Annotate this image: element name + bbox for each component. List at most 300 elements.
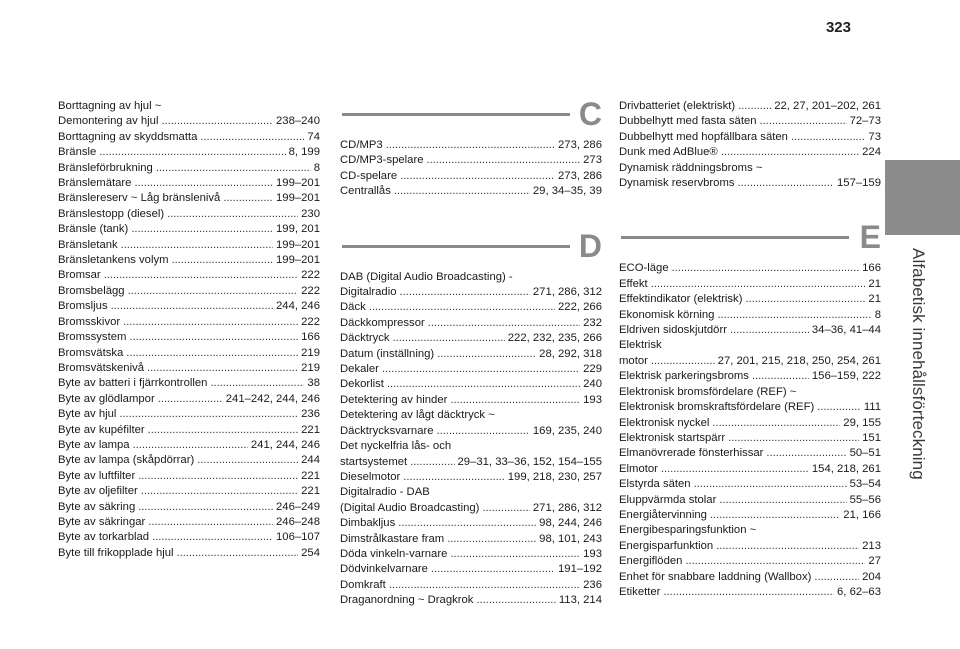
entry-text: Demontering av hjul xyxy=(58,115,159,128)
entry-text: Energisparfunktion xyxy=(619,539,714,552)
index-entry xyxy=(619,539,881,554)
entry-pages: 199–201 xyxy=(276,254,320,267)
entry-row xyxy=(58,361,320,376)
entry-pages: 29, 155 xyxy=(843,416,881,429)
entry-text: Digitalradio xyxy=(340,286,397,299)
index-entry xyxy=(58,500,320,515)
entry-pages: 106–107 xyxy=(276,531,320,544)
entry-pages: 21, 166 xyxy=(843,508,881,521)
index-section xyxy=(619,99,881,191)
entry-text: Bromsvätska xyxy=(58,346,124,359)
dot-leader xyxy=(200,130,304,145)
page-number: 323 xyxy=(825,19,851,36)
entry-text: Effektindikator (elektrisk) xyxy=(619,293,743,306)
entry-text: Byte av oljefilter xyxy=(58,485,138,498)
entry-pages: 8, 199 xyxy=(288,146,320,159)
entry-row xyxy=(619,570,881,585)
entry-pages: 8 xyxy=(874,308,881,321)
entry-text: Bränsle xyxy=(58,146,97,159)
entry-pages: 169, 235, 240 xyxy=(532,424,602,437)
index-entry xyxy=(58,176,320,191)
entry-pages: 222, 232, 235, 266 xyxy=(507,332,602,345)
entry-row xyxy=(619,446,881,461)
entry-row xyxy=(340,285,602,300)
entry-row xyxy=(340,470,602,485)
entry-row xyxy=(340,547,602,562)
entry-pages: 8 xyxy=(313,161,320,174)
dot-leader xyxy=(730,323,809,338)
entry-pages: 222 xyxy=(301,269,320,282)
index-entry xyxy=(619,145,881,160)
index-entry xyxy=(58,161,320,176)
index-entry xyxy=(619,523,881,538)
entry-row xyxy=(58,161,320,176)
index-entry xyxy=(340,408,602,423)
letter-rule xyxy=(621,236,849,239)
entry-pages: 224 xyxy=(862,146,881,159)
entry-text: ECO-läge xyxy=(619,262,669,275)
entry-text: Byte av glödlampor xyxy=(58,392,155,405)
entry-text: Byte av lampa xyxy=(58,438,130,451)
entry-pages: 241–242, 244, 246 xyxy=(225,392,320,405)
entry-text: Bränsle (tank) xyxy=(58,223,129,236)
entry-text: Detektering av hinder xyxy=(340,393,448,406)
entry-pages: 236 xyxy=(301,408,320,421)
index-entry xyxy=(619,446,881,461)
dot-leader xyxy=(400,169,555,184)
index-entry xyxy=(340,393,602,408)
entry-pages: 111 xyxy=(863,401,881,414)
entry-pages: 38 xyxy=(307,377,320,390)
index-section xyxy=(340,227,602,609)
entry-text: Digitalradio - DAB xyxy=(340,486,430,499)
entry-pages: 222 xyxy=(301,284,320,297)
letter-header xyxy=(340,227,602,270)
index-entry xyxy=(58,376,320,391)
dot-leader xyxy=(752,369,809,384)
dot-leader xyxy=(661,462,809,477)
dot-leader xyxy=(721,145,859,160)
entry-row xyxy=(58,392,320,407)
dot-leader xyxy=(710,508,840,523)
dot-leader xyxy=(450,547,580,562)
entry-pages: 273, 286 xyxy=(558,169,602,182)
entry-pages: 154, 218, 261 xyxy=(811,462,881,475)
index-entry xyxy=(58,191,320,206)
entry-text: Byte av säkring xyxy=(58,500,136,513)
letter-rule xyxy=(342,245,570,248)
entry-row xyxy=(58,145,320,160)
entry-row xyxy=(340,501,602,516)
entry-text: Energibesparingsfunktion ~ xyxy=(619,524,757,537)
entry-text: Dödvinkelvarnare xyxy=(340,563,428,576)
index-entry xyxy=(340,285,602,300)
index-entry xyxy=(619,369,881,384)
entry-pages: 156–159, 222 xyxy=(811,370,881,383)
index-entry xyxy=(340,300,602,315)
entry-row xyxy=(619,508,881,523)
entry-text: motor xyxy=(619,354,648,367)
dot-leader xyxy=(437,424,530,439)
dot-leader xyxy=(389,578,580,593)
entry-text: Bränsleförbrukning xyxy=(58,161,153,174)
entry-pages: 166 xyxy=(301,331,320,344)
entry-text: Dimbakljus xyxy=(340,517,396,530)
entry-pages: 22, 27, 201–202, 261 xyxy=(774,100,881,112)
entry-text: DAB (Digital Audio Broadcasting) - xyxy=(340,270,513,283)
entry-row xyxy=(58,207,320,222)
dot-leader xyxy=(717,308,871,323)
index-entry xyxy=(58,423,320,438)
entry-row xyxy=(340,455,602,470)
entry-pages: 55–56 xyxy=(849,493,881,506)
entry-pages: 166 xyxy=(862,262,881,275)
entry-text: Dubbelhytt med hopfällbara säten xyxy=(619,130,788,143)
entry-text: Bränslemätare xyxy=(58,177,132,190)
entry-text: Enhet för snabbare laddning (Wallbox) xyxy=(619,570,812,583)
entry-text: Bromsvätskenivå xyxy=(58,361,145,374)
entry-pages: 199–201 xyxy=(276,192,320,205)
entry-row xyxy=(58,284,320,299)
entry-text: Däck xyxy=(340,301,366,314)
entry-row xyxy=(340,393,602,408)
entry-row xyxy=(58,346,320,361)
entry-row xyxy=(619,554,881,569)
entry-text: Dunk med AdBlue® xyxy=(619,146,718,159)
entry-row xyxy=(58,530,320,545)
entry-pages: 240 xyxy=(583,378,602,391)
index-entry xyxy=(340,578,602,593)
index-column-1 xyxy=(58,99,320,593)
entry-pages: 273 xyxy=(583,154,602,167)
dot-leader xyxy=(138,469,298,484)
index-entry xyxy=(58,453,320,468)
index-entry xyxy=(619,114,881,129)
entry-text: Elmotor xyxy=(619,462,658,475)
entry-row xyxy=(619,369,881,384)
entry-text: Datum (inställning) xyxy=(340,347,435,360)
dot-leader xyxy=(172,253,274,268)
entry-text: Etiketter xyxy=(619,585,661,598)
index-entry xyxy=(340,562,602,577)
index-entry xyxy=(340,439,602,454)
index-entry xyxy=(58,284,320,299)
entry-row xyxy=(619,176,881,191)
entry-text: Borttagning av skyddsmatta xyxy=(58,130,198,143)
index-entry xyxy=(58,114,320,129)
dot-leader xyxy=(814,570,859,585)
entry-text: Eluppvärmda stolar xyxy=(619,493,717,506)
entry-row xyxy=(619,431,881,446)
entry-pages: 73 xyxy=(868,130,881,143)
entry-pages: 53–54 xyxy=(849,478,881,491)
dot-leader xyxy=(766,446,846,461)
entry-row xyxy=(58,299,320,314)
dot-leader xyxy=(393,331,505,346)
entry-pages: 50–51 xyxy=(849,447,881,460)
dot-leader xyxy=(760,114,847,129)
index-entry xyxy=(619,400,881,415)
entry-row xyxy=(58,484,320,499)
dot-leader xyxy=(138,500,273,515)
entry-pages: 21 xyxy=(868,293,881,306)
entry-pages: 232 xyxy=(583,316,602,329)
entry-row xyxy=(340,184,602,199)
entry-text: Det nyckelfria lås- och xyxy=(340,440,452,453)
entry-text: Byte av lampa (skåpdörrar) xyxy=(58,454,195,467)
dot-leader xyxy=(712,416,840,431)
entry-pages: 273, 286 xyxy=(558,139,602,151)
entry-row xyxy=(58,191,320,206)
entry-text: Bromsbelägg xyxy=(58,284,125,297)
dot-leader xyxy=(450,393,580,408)
dot-leader xyxy=(382,362,580,377)
entry-text: Bränslereserv ~ Låg bränslenivå xyxy=(58,192,221,205)
section-letter: C xyxy=(578,96,602,132)
entry-text: Elstyrda säten xyxy=(619,478,691,491)
entry-row xyxy=(340,362,602,377)
entry-pages: 244, 246 xyxy=(276,300,320,313)
index-section xyxy=(340,96,602,200)
dot-leader xyxy=(148,423,298,438)
dot-leader xyxy=(126,346,298,361)
dot-leader xyxy=(152,530,273,545)
entry-row xyxy=(619,416,881,431)
dot-leader xyxy=(134,176,273,191)
index-entry xyxy=(58,207,320,222)
entry-pages: 236 xyxy=(583,578,602,591)
chapter-label: Alfabetisk innehållsförteckning xyxy=(909,248,928,480)
entry-pages: 271, 286, 312 xyxy=(532,286,602,299)
entry-row xyxy=(340,562,602,577)
entry-row xyxy=(340,153,602,168)
entry-text: Elmanövrerade fönsterhissar xyxy=(619,447,764,460)
entry-pages: 213 xyxy=(862,539,881,552)
dot-leader xyxy=(177,546,299,561)
entry-text: Eldriven sidoskjutdörr xyxy=(619,324,727,337)
entry-row xyxy=(340,138,602,153)
dot-leader xyxy=(738,99,771,114)
entry-row xyxy=(58,515,320,530)
entry-text: Bränsletank xyxy=(58,238,118,251)
dot-leader xyxy=(128,284,299,299)
dot-leader xyxy=(123,315,298,330)
dot-leader xyxy=(119,407,298,422)
entry-row xyxy=(340,516,602,531)
index-section xyxy=(619,219,881,600)
entry-text: Dekaler xyxy=(340,363,379,376)
dot-leader xyxy=(156,161,311,176)
dot-leader xyxy=(663,585,834,600)
index-entry xyxy=(58,515,320,530)
entry-row xyxy=(340,532,602,547)
index-entry xyxy=(619,277,881,292)
dot-leader xyxy=(745,292,865,307)
entry-text: Byte till frikopplade hjul xyxy=(58,546,174,559)
entry-pages: 29–31, 33–36, 152, 154–155 xyxy=(457,455,602,468)
entry-text: Bränslestopp (diesel) xyxy=(58,207,165,220)
entry-text: Dekorlist xyxy=(340,378,384,391)
index-entry xyxy=(340,316,602,331)
entry-row xyxy=(58,546,320,561)
entry-pages: 222 xyxy=(301,315,320,328)
entry-pages: 191–192 xyxy=(558,563,602,576)
entry-row xyxy=(619,261,881,276)
entry-row xyxy=(340,331,602,346)
index-entry xyxy=(340,377,602,392)
entry-text: CD-spelare xyxy=(340,169,398,182)
index-entry xyxy=(340,532,602,547)
entry-text: Döda vinkeln-varnare xyxy=(340,547,448,560)
section-letter: D xyxy=(578,227,602,264)
index-entry xyxy=(58,299,320,314)
dot-leader xyxy=(403,470,504,485)
dot-leader xyxy=(141,484,298,499)
dot-leader xyxy=(651,354,715,369)
dot-leader xyxy=(427,153,581,168)
index-entry xyxy=(340,485,602,500)
entry-row xyxy=(340,316,602,331)
index-entry xyxy=(340,470,602,485)
entry-row xyxy=(619,323,881,338)
entry-pages: 199–201 xyxy=(276,238,320,251)
entry-text: Byte av luftfilter xyxy=(58,469,136,482)
dot-leader xyxy=(431,562,555,577)
entry-pages: 157–159 xyxy=(837,177,881,190)
index-entry xyxy=(619,493,881,508)
entry-text: Elektronisk bromsfördelare (REF) ~ xyxy=(619,385,797,398)
index-entry xyxy=(58,145,320,160)
entry-row xyxy=(58,453,320,468)
index-entry xyxy=(340,593,602,608)
entry-text: Elektronisk startspärr xyxy=(619,431,726,444)
entry-text: Byte av batteri i fjärrkontrollen xyxy=(58,377,208,390)
entry-row xyxy=(619,114,881,129)
index-entry xyxy=(58,268,320,283)
entry-row xyxy=(58,268,320,283)
entry-text: Dynamisk reservbroms xyxy=(619,177,735,190)
dot-leader xyxy=(148,515,273,530)
entry-pages: 28, 292, 318 xyxy=(539,347,602,360)
index-entry xyxy=(619,416,881,431)
dot-leader xyxy=(121,238,273,253)
index-entry xyxy=(58,222,320,237)
entry-text: Däcktryck xyxy=(340,332,390,345)
index-entry xyxy=(58,546,320,561)
index-entry xyxy=(619,570,881,585)
entry-text: Dieselmotor xyxy=(340,470,401,483)
entry-row xyxy=(619,354,881,369)
dot-leader xyxy=(400,285,530,300)
index-entry xyxy=(58,484,320,499)
entry-pages: 193 xyxy=(583,393,602,406)
index-entry xyxy=(58,130,320,145)
entry-text: Drivbatteriet (elektriskt) xyxy=(619,100,736,112)
entry-pages: 193 xyxy=(583,547,602,560)
entry-row xyxy=(58,238,320,253)
entry-pages: 254 xyxy=(301,546,320,559)
dot-leader xyxy=(476,593,555,608)
index-entry xyxy=(619,99,881,114)
dot-leader xyxy=(133,438,248,453)
entry-text: Byte av kupéfilter xyxy=(58,423,145,436)
entry-text: Elektrisk parkeringsbroms xyxy=(619,370,749,383)
dot-leader xyxy=(398,516,536,531)
entry-pages: 244 xyxy=(301,454,320,467)
entry-pages: 221 xyxy=(301,423,320,436)
entry-pages: 221 xyxy=(301,469,320,482)
entry-text: CD/MP3 xyxy=(340,139,383,151)
chapter-tab xyxy=(885,160,960,235)
index-entry xyxy=(340,516,602,531)
entry-pages: 113, 214 xyxy=(558,594,602,607)
dot-leader xyxy=(791,130,865,145)
entry-row xyxy=(619,130,881,145)
entry-row xyxy=(619,477,881,492)
entry-row xyxy=(619,462,881,477)
entry-pages: 222, 266 xyxy=(558,301,602,314)
entry-row xyxy=(619,292,881,307)
index-entry xyxy=(619,308,881,323)
dot-leader xyxy=(437,347,536,362)
entry-row xyxy=(340,424,602,439)
dot-leader xyxy=(651,277,866,292)
index-entry xyxy=(619,161,881,176)
entry-row xyxy=(619,145,881,160)
dot-leader xyxy=(386,138,555,153)
entry-pages: 98, 244, 246 xyxy=(539,517,602,530)
entry-text: startsystemet xyxy=(340,455,408,468)
entry-row xyxy=(340,593,602,608)
index-entry xyxy=(340,169,602,184)
entry-row xyxy=(340,300,602,315)
dot-leader xyxy=(447,532,536,547)
entry-row xyxy=(58,500,320,515)
entry-pages: 199, 218, 230, 257 xyxy=(507,470,602,483)
dot-leader xyxy=(161,114,273,129)
dot-leader xyxy=(738,176,835,191)
dot-leader xyxy=(210,376,304,391)
index-entry xyxy=(340,347,602,362)
entry-row xyxy=(619,539,881,554)
entry-pages: 238–240 xyxy=(276,115,320,128)
entry-text: Draganordning ~ Dragkrok xyxy=(340,594,474,607)
entry-row xyxy=(58,423,320,438)
entry-row xyxy=(619,277,881,292)
entry-row xyxy=(619,585,881,600)
index-entry xyxy=(58,530,320,545)
letter-rule xyxy=(342,113,570,116)
index-entry xyxy=(619,130,881,145)
index-entry xyxy=(619,462,881,477)
section-letter: E xyxy=(859,219,881,256)
index-entry xyxy=(58,238,320,253)
entry-row xyxy=(58,130,320,145)
entry-pages: 27, 201, 215, 218, 250, 254, 261 xyxy=(717,354,881,367)
entry-text: Domkraft xyxy=(340,578,386,591)
dot-leader xyxy=(817,400,861,415)
entry-pages: 6, 62–63 xyxy=(837,585,881,598)
entry-pages: 271, 286, 312 xyxy=(532,501,602,514)
entry-pages: 151 xyxy=(862,431,881,444)
entry-pages: 72–73 xyxy=(849,115,881,128)
index-entry xyxy=(340,455,602,470)
dot-leader xyxy=(428,316,580,331)
entry-pages: 199, 201 xyxy=(276,223,320,236)
dot-leader xyxy=(410,455,454,470)
entry-row xyxy=(58,315,320,330)
dot-leader xyxy=(672,261,860,276)
